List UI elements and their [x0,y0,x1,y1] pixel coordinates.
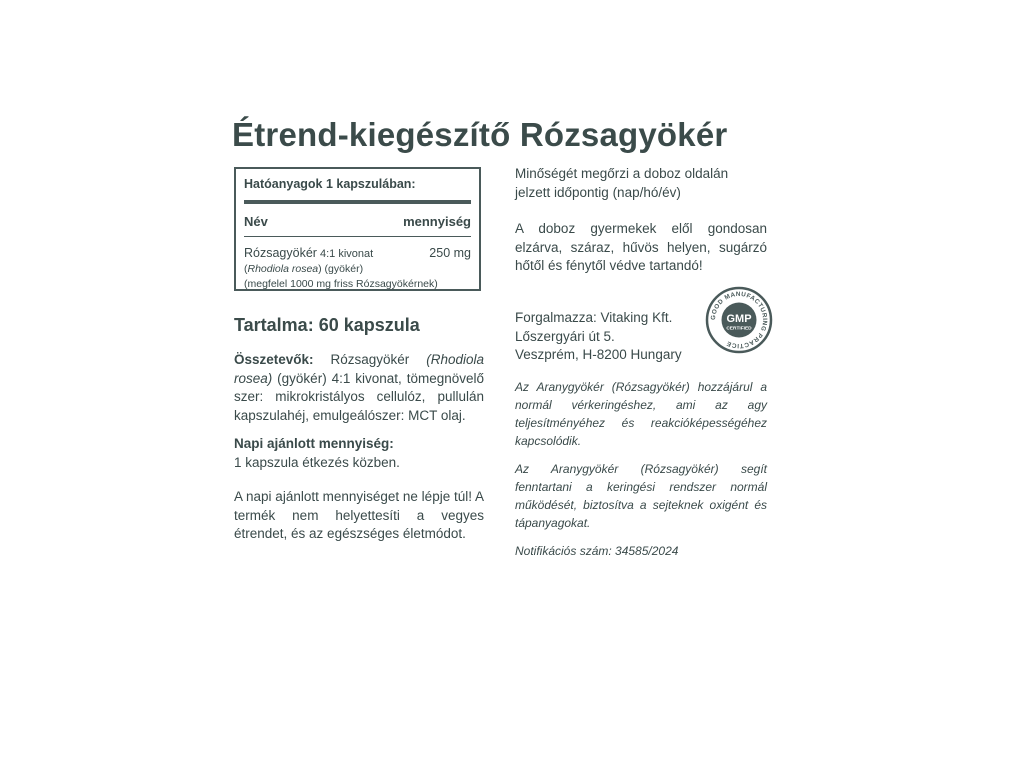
ingredients-text-1: Rózsagyökér [313,352,427,367]
gmp-certified-badge [705,286,773,354]
ingredients-latin: (Rhodiola rosea) [234,352,484,386]
ingredient-name: Rózsagyökér [244,246,317,260]
ingredients-paragraph [234,351,484,425]
distributor-line-3: Veszprém, H-8200 Hungary [515,347,682,362]
table-divider-thick [244,200,471,204]
ingredient-row [244,246,471,260]
best-before-text: Minőségét megőrzi a doboz oldalán jelzett időpontig (nap/hó/év) [515,166,729,200]
ingredients-text-2: (gyökér) 4:1 kivonat, tömegnövelő szer: mikrokristályos cellulóz, pullulán kapszulahéj, emulgeálószer: MCT olaj. [234,370,484,423]
warning-paragraph: A napi ajánlott mennyiséget ne lépje túl! A termék nem helyettesíti a vegyes étrendet, és az egészséges életmódot. [234,489,484,541]
ingredients-label: Összetevők: [234,352,314,367]
daily-dose-text: 1 kapszula étkezés közben. [234,454,400,470]
column-name-header: Név [244,214,268,229]
table-divider-thin [244,236,471,237]
gmp-certified-text: CERTIFIED [726,326,752,332]
table-header: Hatóanyagok 1 kapszulában: [244,177,416,191]
notification-number: Notifikációs szám: 34585/2024 [515,544,679,558]
table-column-headers [244,214,471,229]
gmp-ring-text: GOOD MANUFACTURING PRACTICE [709,290,769,350]
page-title: Étrend-kiegészítő Rózsagyökér [232,116,728,153]
daily-dose-block [234,435,484,472]
health-claim-1: Az Aranygyökér (Rózsagyökér) hozzájárul a normál vérkeringéshez, ami az agy teljesítményéhez és reakcióképességéhez kapcsolódik. [515,380,767,448]
storage-text: A doboz gyermekek elől gondosan elzárva, száraz, hűvös helyen, sugárzó hőtől és fénytől védve tartandó! [515,221,767,273]
column-amount-header: mennyiség [403,214,471,229]
ingredient-equivalent: (megfelel 1000 mg friss Rózsagyökérnek) [244,278,438,290]
ingredient-latin-name: Rhodiola rosea [247,263,319,275]
distributor-line-2: Lőszergyári út 5. [515,328,615,344]
daily-dose-label: Napi ajánlott mennyiség: [234,436,394,451]
health-claim-2: Az Aranygyökér (Rózsagyökér) segít fenntartani a keringési rendszer normál működését, biztosítva a sejteknek oxigént és tápanyagokat. [515,462,767,530]
ingredient-latin-suffix: (gyökér) [321,263,364,275]
distributor-line-1: Forgalmazza: Vitaking Kft. [515,310,673,325]
ingredient-extract: 4:1 kivonat [316,248,374,260]
gmp-center-text: GMP [726,313,752,325]
ingredient-latin-line: (Rhodiola rosea) (gyökér) [244,263,364,275]
ingredient-amount: 250 mg [429,246,471,260]
ingredient-name-cell [244,246,373,260]
gmp-seal-icon [705,286,773,354]
active-ingredients-table [234,167,481,291]
contents-heading: Tartalma: 60 kapszula [234,315,420,335]
